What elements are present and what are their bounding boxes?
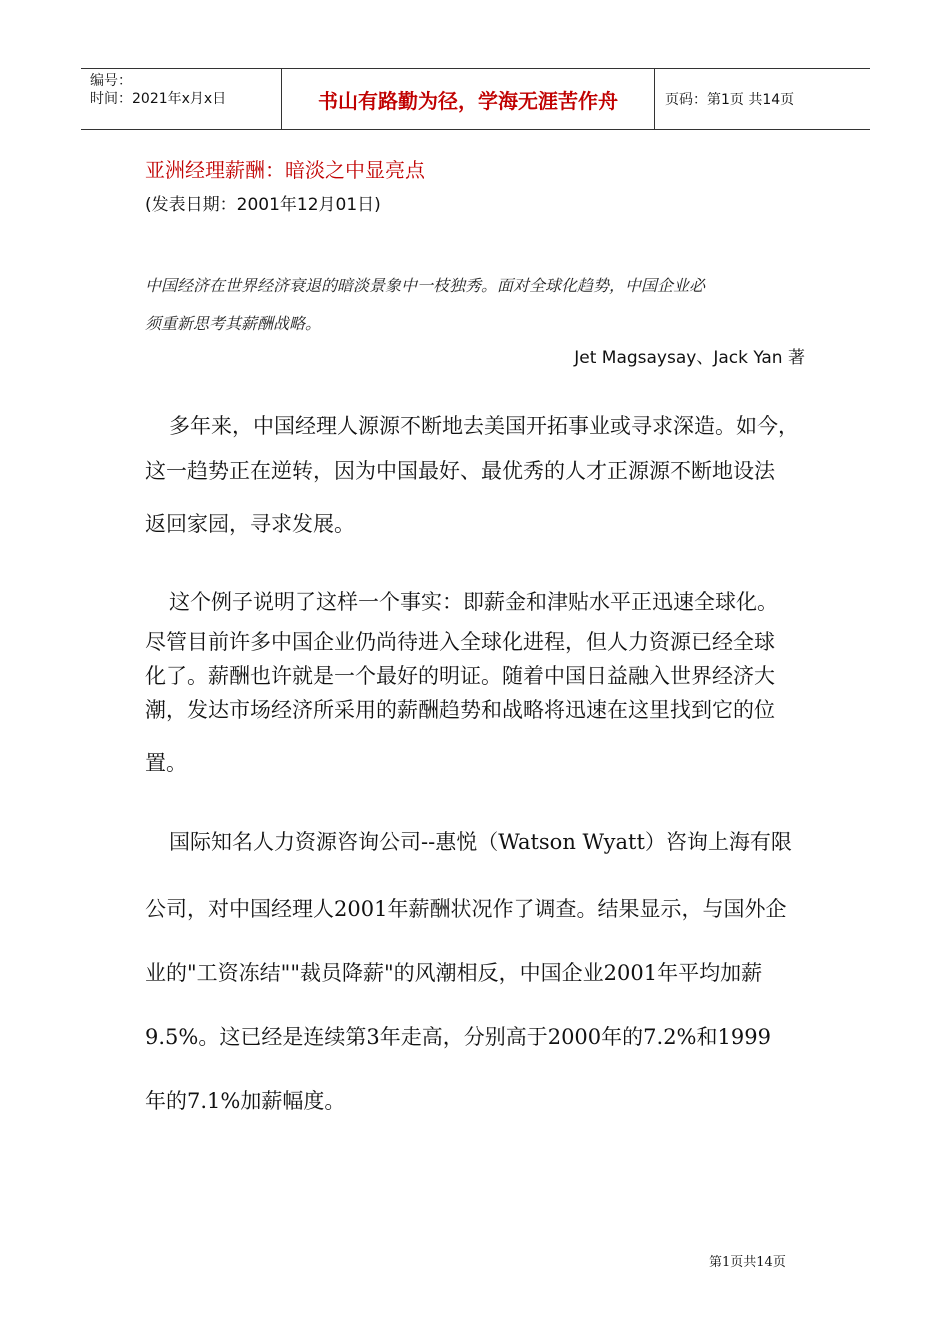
abstract-line-2: 须重新思考其薪酬战略。 bbox=[145, 314, 322, 333]
body-line: 这个例子说明了这样一个事实：即薪金和津贴水平正迅速全球化。 bbox=[169, 590, 778, 614]
header-number-label: 编号： bbox=[90, 73, 132, 89]
body-line: 公司，对中国经理人2001年薪酬状况作了调查。结果显示，与国外企 bbox=[145, 897, 787, 921]
body-line: 多年来，中国经理人源源不断地去美国开拓事业或寻求深造。如今， bbox=[169, 414, 799, 438]
body-line: 返回家园，寻求发展。 bbox=[145, 512, 355, 536]
body-line: 这一趋势正在逆转，因为中国最好、最优秀的人才正源源不断地设法 bbox=[145, 459, 775, 483]
header-motto: 书山有路勤为径，学海无涯苦作舟 bbox=[282, 69, 655, 129]
body-line: 潮，发达市场经济所采用的薪酬趋势和战略将迅速在这里找到它的位 bbox=[145, 698, 775, 722]
body-line: 业的"工资冻结""裁员降薪"的风潮相反，中国企业2001年平均加薪 bbox=[145, 961, 763, 985]
header-table bbox=[81, 68, 870, 130]
article-author: Jet Magsaysay、Jack Yan 著 bbox=[574, 348, 805, 368]
body-line: 国际知名人力资源咨询公司--惠悦（Watson Wyatt）咨询上海有限 bbox=[169, 830, 792, 854]
body-line: 置。 bbox=[145, 751, 187, 775]
article-pub-date: (发表日期：2001年12月01日) bbox=[145, 195, 381, 215]
article-title: 亚洲经理薪酬：暗淡之中显亮点 bbox=[145, 158, 425, 182]
body-line: 尽管目前许多中国企业仍尚待进入全球化进程，但人力资源已经全球 bbox=[145, 630, 775, 654]
abstract-line-1: 中国经济在世界经济衰退的暗淡景象中一枝独秀。面对全球化趋势，中国企业必 bbox=[145, 276, 706, 295]
footer-page-number: 第1页共14页 bbox=[709, 1255, 786, 1270]
body-line: 化了。薪酬也许就是一个最好的明证。随着中国日益融入世界经济大 bbox=[145, 664, 775, 688]
header-meta-cell bbox=[81, 69, 282, 129]
body-line: 年的7.1%加薪幅度。 bbox=[145, 1089, 346, 1113]
header-page-info: 页码：第1页 共14页 bbox=[665, 92, 795, 108]
body-line: 9.5%。这已经是连续第3年走高，分别高于2000年的7.2%和1999 bbox=[145, 1025, 771, 1049]
header-time-label: 时间：2021年x月x日 bbox=[90, 91, 227, 107]
